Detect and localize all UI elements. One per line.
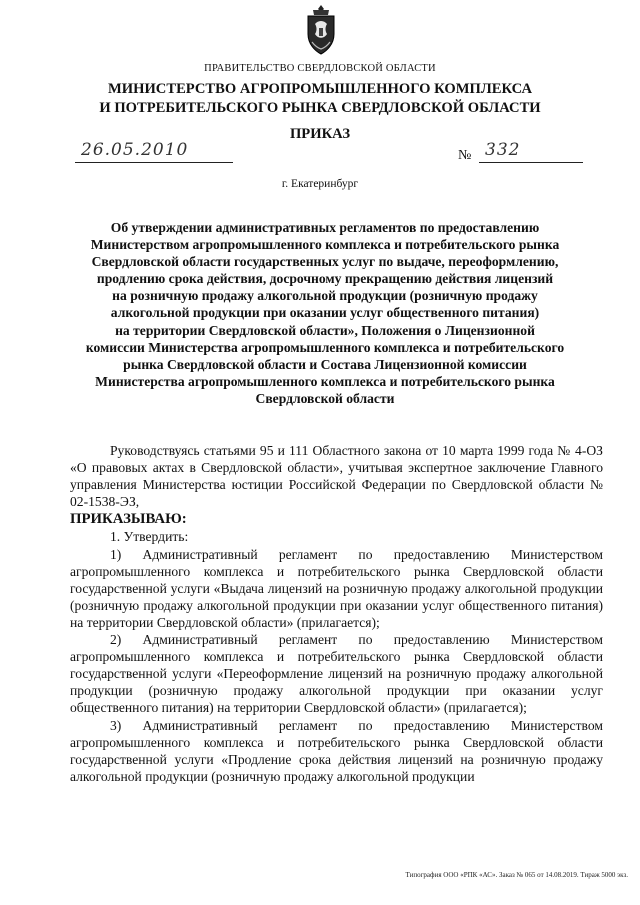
- heading-line: Об утверждении административных регламентов по предоставлению: [110, 220, 540, 235]
- printing-imprint: Типография ООО «РПК «АС». Заказ № 065 от 14.08.2019. Тираж 5000 экз.: [405, 871, 628, 879]
- ministry-name: [0, 80, 640, 118]
- number-label: №: [458, 148, 472, 163]
- heading-line: продлению срока действия, досрочному прекращению действия лицензий: [96, 271, 554, 287]
- heading-line: алкогольной продукции при оказании услуг общественного питания): [110, 305, 540, 321]
- heading-line: на розничную продажу алкогольной продукции (розничную продажу: [112, 288, 538, 304]
- ministry-line-1: МИНИСТЕРСТВО АГРОПРОМЫШЛЕННОГО КОМПЛЕКСА: [107, 81, 533, 97]
- heading-line: комиссии Министерства агропромышленного комплекса и потребительского: [85, 339, 565, 355]
- coat-of-arms-icon: [303, 4, 339, 58]
- ministry-line-2: И ПОТРЕБИТЕЛЬСКОГО РЫНКА СВЕРДЛОВСКОЙ ОБЛАСТИ: [99, 100, 541, 116]
- government-name: ПРАВИТЕЛЬСТВО СВЕРДЛОВСКОЙ ОБЛАСТИ: [204, 63, 436, 74]
- order-word-paragraph: [70, 510, 603, 528]
- city: г. Екатеринбург: [281, 178, 359, 190]
- document-body: [70, 442, 603, 785]
- date-field: [75, 140, 233, 163]
- sub-item-3: 3) Административный регламент по предоставлению Министерством агропромышленного комплекса и потребительского рынка Свердловской области государственной услуги «Продление срока действия лицензий на розничную продажу алкогольной продукции (розничную продажу алкогольной продукции: [70, 717, 603, 784]
- heading-line: Министерством агропромышленного комплекса и потребительского рынка: [90, 237, 560, 253]
- order-word: ПРИКАЗЫВАЮ:: [70, 511, 187, 528]
- heading-line: рынка Свердловской области и Состава Лицензионной комиссии: [123, 356, 527, 372]
- heading-line: на территории Свердловской области», Положения о Лицензионной: [115, 322, 535, 338]
- document-heading: [70, 219, 580, 407]
- handwritten-date: 26.05.2010: [81, 140, 189, 160]
- sub-item-1: 1) Административный регламент по предоставлению Министерством агропромышленного комплекса и потребительского рынка Свердловской области государственной услуги «Выдача лицензий на розничную продажу алкогольной продукции (розничную продажу алкогольной продукции при оказании услуг общественного питания) на территории Свердловской области» (прилагается);: [70, 546, 603, 630]
- handwritten-number: 332: [485, 140, 521, 160]
- preamble-paragraph: Руководствуясь статьями 95 и 111 Областного закона от 10 марта 1999 года № 4-ОЗ «О правовых актах в Свердловской области», учитывая экспертное заключение Главного управления Министерства юстиции Российской Федерации по Свердловской области № 02-1538-ЭЗ,: [70, 443, 603, 510]
- sub-item-2: 2) Административный регламент по предоставлению Министерством агропромышленного комплекса и потребительского рынка Свердловской области государственной услуги «Переоформление лицензий на розничную продажу алкогольной продукции (розничную продажу алкогольной продукции при оказании услуг общественного питания) на территории Свердловской области» (прилагается);: [70, 632, 603, 716]
- item-1: 1. Утвердить:: [110, 529, 189, 545]
- heading-line: Свердловской области государственных услуг по выдаче, переоформлению,: [91, 254, 559, 270]
- order-title: ПРИКАЗ: [289, 126, 351, 142]
- number-field: [479, 140, 583, 163]
- heading-line: Министерства агропромышленного комплекса и потребительского рынка: [95, 373, 555, 389]
- heading-line: Свердловской области: [255, 390, 395, 406]
